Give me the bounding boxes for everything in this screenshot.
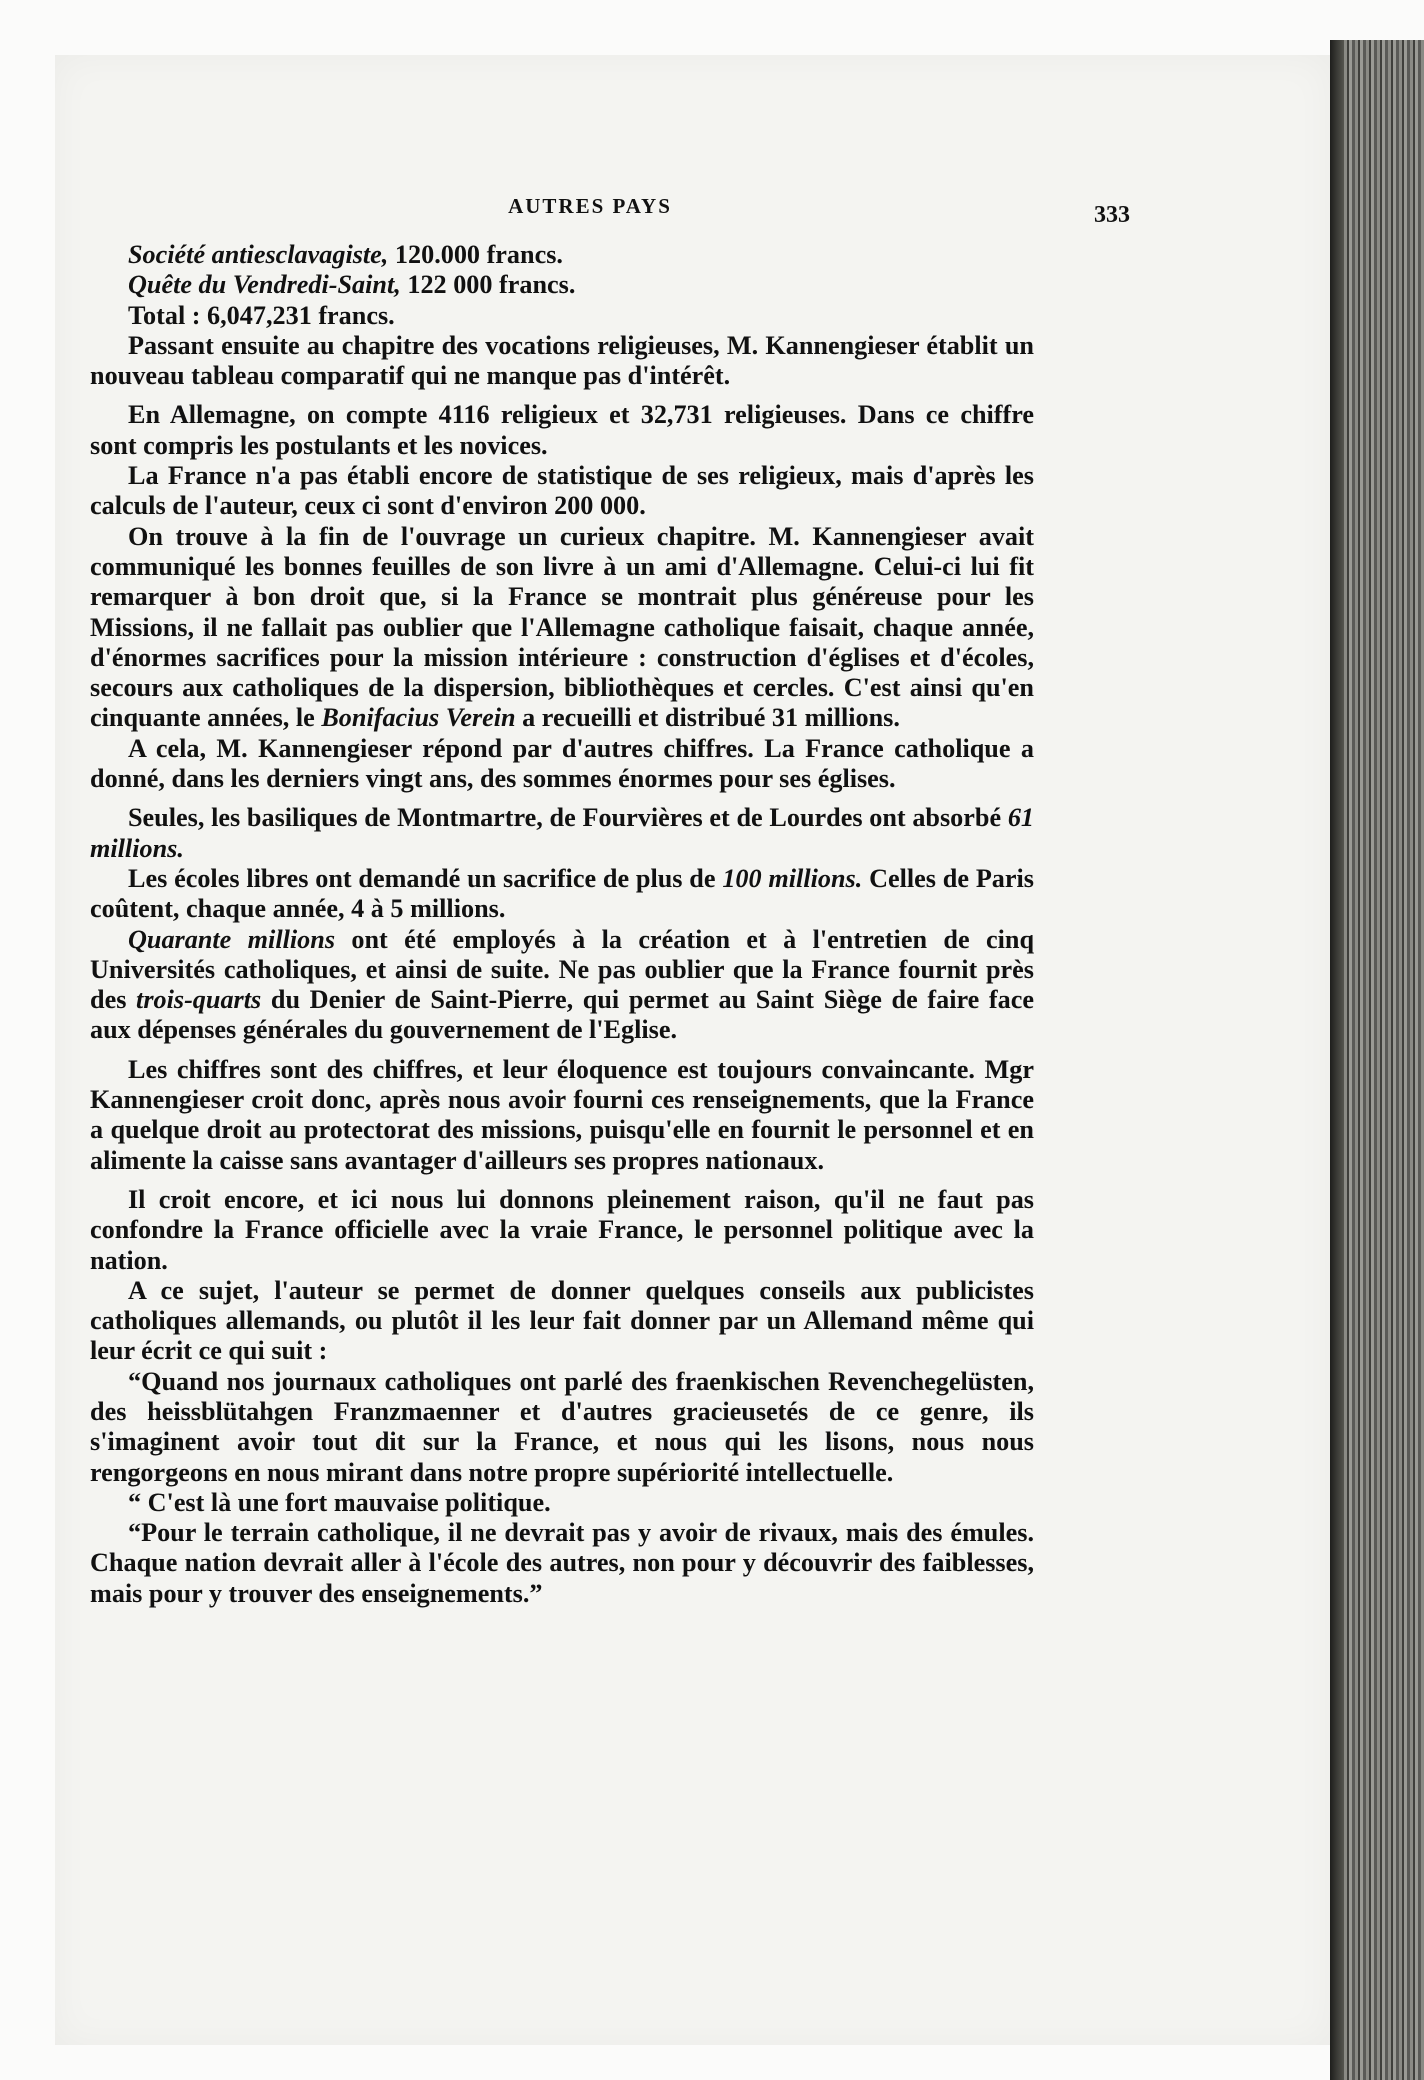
paragraph — [90, 864, 1034, 925]
text-run: Les écoles libres ont demandé un sacrifice de plus de — [127, 863, 723, 893]
book-page-edges — [1330, 40, 1424, 2080]
paragraph — [90, 270, 1034, 300]
paragraph: A ce sujet, l'auteur se permet de donner quelques conseils aux publicistes catholiques allemands, ou plutôt il les leur fait donner par un Allemand même qui leur écrit ce qui suit : — [90, 1275, 1034, 1366]
paragraph — [90, 925, 1034, 1046]
quote-paragraph: “Quand nos journaux catholiques ont parlé des fraenkischen Revenchegelüsten, des heissblütahgen Franzmaenner et d'autres gracieusetés de ce genre, ils s'imaginent avoir tout dit sur la France, et nous qui les lisons, nous nous rengorgeons en nous mirant dans notre propre supériorité intellectuelle. — [90, 1366, 1034, 1487]
paragraph: Il croit encore, et ici nous lui donnons pleinement raison, qu'il ne faut pas confondre la France officielle avec la vraie France, le personnel politique avec la nation. — [90, 1184, 1034, 1275]
text-run: a recueilli et distribué 31 millions. — [515, 703, 900, 733]
paragraph — [90, 522, 1034, 734]
paragraph: Total : 6,047,231 francs. — [127, 300, 395, 330]
running-title: AUTRES PAYS — [508, 194, 672, 218]
emphasis: Bonifacius Verein — [321, 703, 516, 733]
text-run: Celles de Paris coûtent, chaque année, 4 à 5 millions. — [90, 863, 1034, 924]
paragraph: A cela, M. Kannengieser répond par d'autres chiffres. La France catholique a donné, dans les derniers vingt ans, des sommes énormes pour ses églises. — [90, 733, 1034, 794]
emphasis: Société antiesclavagiste, — [127, 240, 389, 269]
body-text — [90, 240, 1034, 1609]
text-run: ont été employés à la création et à l'entretien de cinq Universités catholiques, et ainsi de suite. Ne pas oublier que la France fournit près des — [90, 924, 1035, 1015]
text-run: 120.000 francs. — [388, 240, 563, 269]
emphasis: 100 millions. — [722, 863, 863, 893]
paragraph — [90, 803, 1034, 864]
emphasis: 61 millions. — [90, 803, 1034, 863]
paragraph — [90, 240, 1034, 270]
paragraph: La France n'a pas établi encore de statistique de ses religieux, mais d'après les calculs de l'auteur, ceux ci sont d'environ 200 000. — [90, 461, 1034, 521]
paragraph: En Allemagne, on compte 4116 religieux et 32,731 religieuses. Dans ce chiffre sont compris les postulants et les novices. — [90, 400, 1034, 460]
paragraph: Les chiffres sont des chiffres, et leur éloquence est toujours convaincante. Mgr Kannengieser croit donc, après nous avoir fourni ces renseignements, que la France a quelque droit au protectorat des missions, puisqu'elle en fournit le personnel et en alimente la caisse sans avantager d'ailleurs ses propres nationaux. — [90, 1054, 1034, 1175]
emphasis: trois-quarts — [136, 985, 262, 1015]
page-number: 333 — [1094, 202, 1130, 228]
paragraph: Passant ensuite au chapitre des vocations religieuses, M. Kannengieser établit un nouveau tableau comparatif qui ne manque pas d'intérêt. — [90, 330, 1034, 391]
page-header — [80, 190, 1130, 230]
quote-paragraph: “Pour le terrain catholique, il ne devrait pas y avoir de rivaux, mais des émules. Chaque nation devrait aller à l'école des autres, non pour y découvrir des faiblesses, mais pour y trouver des enseignements.” — [90, 1518, 1034, 1608]
text-run: On trouve à la fin de l'ouvrage un curieux chapitre. M. Kannengieser avait communiqué les bonnes feuilles de son livre à un ami d'Allemagne. Celui-ci lui fit remarquer à bon droit que, si la France se montrait plus généreuse pour les Missions, il ne fallait pas oublier que l'Allemagne catholique faisait, chaque année, d'énormes sacrifices pour la mission intérieure : construction d'églises et d'écoles, secours aux catholiques de la dispersion, bibliothèques et cercles. C'est ainsi qu'en cinquante années, le — [90, 521, 1034, 733]
emphasis: Quarante millions — [127, 924, 336, 954]
text-run: Seules, les basiliques de Montmartre, de Fourvières et de Lourdes ont absorbé — [127, 803, 1008, 833]
emphasis: Quête du Vendredi-Saint, — [127, 270, 401, 300]
text-run: du Denier de Saint-Pierre, qui permet au Saint Siège de faire face aux dépenses générales du gouvernement de l'Eglise. — [90, 985, 1034, 1045]
quote-paragraph: “ C'est là une fort mauvaise politique. — [127, 1487, 551, 1517]
text-run: 122 000 francs. — [400, 270, 576, 300]
